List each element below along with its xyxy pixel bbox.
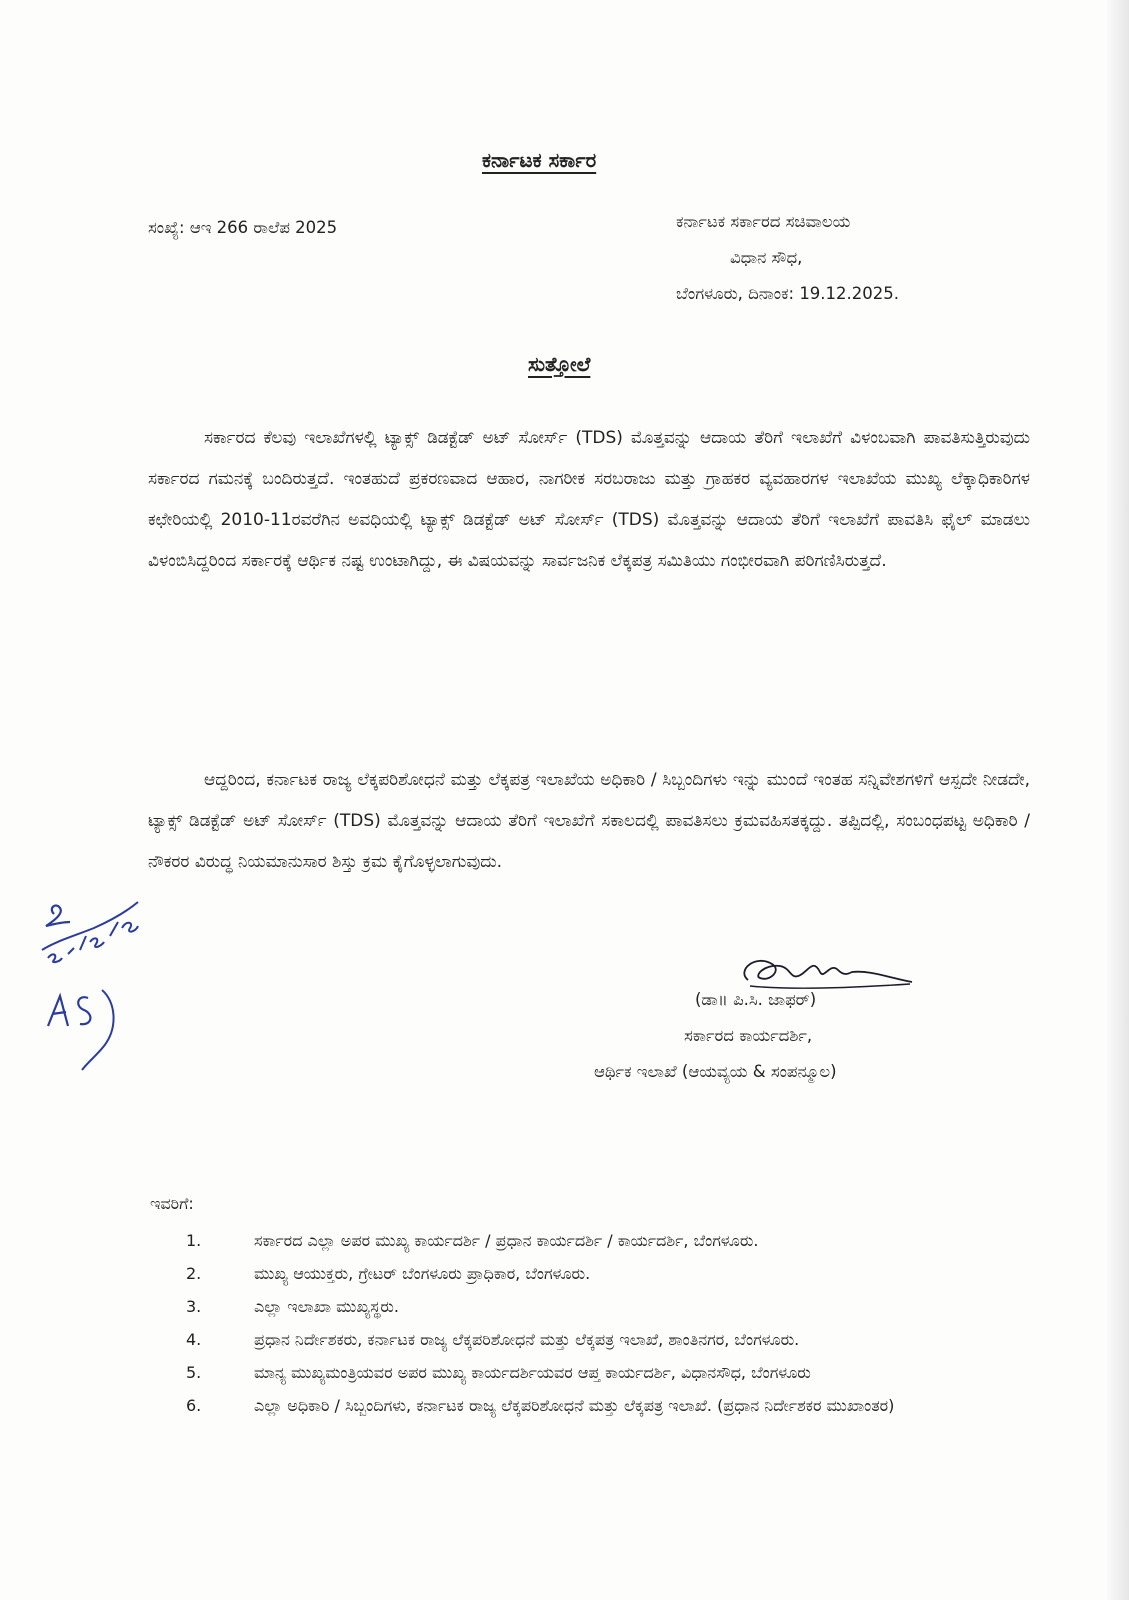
signatory-designation: ಸರ್ಕಾರದ ಕಾರ್ಯದರ್ಶಿ, bbox=[684, 1026, 813, 1045]
signatory-department: ಆರ್ಥಿಕ ಇಲಾಖೆ (ಆಯವ್ಯಯ & ಸಂಪನ್ಮೂಲ) bbox=[594, 1062, 837, 1081]
recipient-text: ಎಲ್ಲಾ ಅಧಿಕಾರಿ / ಸಿಬ್ಬಂದಿಗಳು, ಕರ್ನಾಟಕ ರಾಜ್ಯ ಲೆಕ್ಕಪರಿಶೋಧನೆ ಮತ್ತು ಲೆಕ್ಕಪತ್ರ ಇಲಾಖೆ. (ಪ್ರಧಾನ ನಿರ್ದೇಶಕರ ಮುಖಾಂತರ) bbox=[254, 1396, 895, 1415]
office-line-1: ಕರ್ನಾಟಕ ಸರ್ಕಾರದ ಸಚಿವಾಲಯ bbox=[676, 212, 851, 231]
office-line-2: ವಿಧಾನ ಸೌಧ, bbox=[730, 248, 803, 267]
recipient-number: 6. bbox=[186, 1396, 202, 1415]
recipient-text: ಮಾನ್ಯ ಮುಖ್ಯಮಂತ್ರಿಯವರ ಅಪರ ಮುಖ್ಯ ಕಾರ್ಯದರ್ಶಿಯವರ ಆಪ್ತ ಕಾರ್ಯದರ್ಶಿ, ವಿಧಾನಸೌಧ, ಬೆಂಗಳೂರು bbox=[254, 1363, 811, 1382]
recipient-text: ಪ್ರಧಾನ ನಿರ್ದೇಶಕರು, ಕರ್ನಾಟಕ ರಾಜ್ಯ ಲೆಕ್ಕಪರಿಶೋಧನೆ ಮತ್ತು ಲೆಕ್ಕಪತ್ರ ಇಲಾಖೆ, ಶಾಂತಿನಗರ, ಬೆಂಗಳೂರು. bbox=[254, 1330, 800, 1349]
recipient-number: 5. bbox=[186, 1363, 202, 1382]
recipient-item bbox=[150, 1226, 1030, 1255]
recipient-item bbox=[150, 1325, 1030, 1354]
recipients-list bbox=[150, 1226, 1030, 1420]
page-edge-shadow bbox=[1107, 0, 1129, 1600]
recipient-number: 3. bbox=[186, 1297, 202, 1316]
government-heading: ಕರ್ನಾಟಕ ಸರ್ಕಾರ bbox=[482, 148, 597, 172]
recipient-item bbox=[150, 1259, 1030, 1288]
recipient-item bbox=[150, 1292, 1030, 1321]
recipient-item bbox=[150, 1391, 1030, 1420]
circular-title: ಸುತ್ತೋಲೆ bbox=[528, 352, 591, 376]
recipient-text: ಎಲ್ಲಾ ಇಲಾಖಾ ಮುಖ್ಯಸ್ಥರು. bbox=[254, 1297, 399, 1316]
order-number: ಸಂಖ್ಯೆ: ಆಇ 266 ರಾಲೆಪ 2025 bbox=[148, 218, 338, 237]
handwritten-initials bbox=[40, 982, 130, 1074]
recipients-title: ಇವರಿಗೆ: bbox=[150, 1194, 194, 1213]
recipient-text: ಸರ್ಕಾರದ ಎಲ್ಲಾ ಅಪರ ಮುಖ್ಯ ಕಾರ್ಯದರ್ಶಿ / ಪ್ರಧಾನ ಕಾರ್ಯದರ್ಶಿ / ಕಾರ್ಯದರ್ಶಿ, ಬೆಂಗಳೂರು. bbox=[254, 1231, 759, 1250]
recipients-section bbox=[150, 1194, 1030, 1424]
recipient-text: ಮುಖ್ಯ ಆಯುಕ್ತರು, ಗ್ರೇಟರ್ ಬೆಂಗಳೂರು ಪ್ರಾಧಿಕಾರ, ಬೆಂಗಳೂರು. bbox=[254, 1264, 591, 1283]
recipient-number: 1. bbox=[186, 1231, 202, 1250]
recipient-number: 4. bbox=[186, 1330, 202, 1349]
recipient-number: 2. bbox=[186, 1264, 202, 1283]
body-paragraph-1: ಸರ್ಕಾರದ ಕೆಲವು ಇಲಾಖೆಗಳಲ್ಲಿ ಟ್ಯಾಕ್ಸ್ ಡಿಡಕ್ಟೆಡ್ ಅಟ್ ಸೋರ್ಸ್ (TDS) ಮೊತ್ತವನ್ನು ಆದಾಯ ತೆರಿಗೆ ಇಲಾಖೆಗೆ ವಿಳಂಬವಾಗಿ ಪಾವತಿಸುತ್ತಿರುವುದು ಸರ್ಕಾರದ ಗಮನಕ್ಕೆ ಬಂದಿರುತ್ತದೆ. ಇಂತಹುದೆ ಪ್ರಕರಣವಾದ ಆಹಾರ, ನಾಗರೀಕ ಸರಬರಾಜು ಮತ್ತು ಗ್ರಾಹಕರ ವ್ಯವಹಾರಗಳ ಇಲಾಖೆಯ ಮುಖ್ಯ ಲೆಕ್ಕಾಧಿಕಾರಿಗಳ ಕಛೇರಿಯಲ್ಲಿ 2010-11ರವರೆಗಿನ ಅವಧಿಯಲ್ಲಿ ಟ್ಯಾಕ್ಸ್ ಡಿಡಕ್ಟೆಡ್ ಅಟ್ ಸೋರ್ಸ್ (TDS) ಮೊತ್ತವನ್ನು ಆದಾಯ ತೆರಿಗೆ ಇಲಾಖೆಗೆ ಪಾವತಿಸಿ ಫೈಲ್ ಮಾಡಲು ವಿಳಂಬಿಸಿದ್ದರಿಂದ ಸರ್ಕಾರಕ್ಕೆ ಆರ್ಥಿಕ ನಷ್ಟ ಉಂಟಾಗಿದ್ದು, ಈ ವಿಷಯವನ್ನು ಸಾರ್ವಜನಿಕ ಲೆಕ್ಕಪತ್ರ ಸಮಿತಿಯು ಗಂಭೀರವಾಗಿ ಪರಿಗಣಿಸಿರುತ್ತದೆ. bbox=[148, 428, 1030, 571]
body-paragraph-2: ಆದ್ದರಿಂದ, ಕರ್ನಾಟಕ ರಾಜ್ಯ ಲೆಕ್ಕಪರಿಶೋಧನೆ ಮತ್ತು ಲೆಕ್ಕಪತ್ರ ಇಲಾಖೆಯ ಅಧಿಕಾರಿ / ಸಿಬ್ಬಂದಿಗಳು ಇನ್ನು ಮುಂದೆ ಇಂತಹ ಸನ್ನಿವೇಶಗಳಿಗೆ ಆಸ್ಪದೇ ನೀಡದೇ, ಟ್ಯಾಕ್ಸ್ ಡಿಡಕ್ಟೆಡ್ ಅಟ್ ಸೋರ್ಸ್ (TDS) ಮೊತ್ತವನ್ನು ಆದಾಯ ತೆರಿಗೆ ಇಲಾಖೆಗೆ ಸಕಾಲದಲ್ಲಿ ಪಾವತಿಸಲು ಕ್ರಮವಹಿಸತಕ್ಕದ್ದು. ತಪ್ಪಿದಲ್ಲಿ, ಸಂಬಂಧಪಟ್ಟ ಅಧಿಕಾರಿ / ನೌಕರರ ವಿರುದ್ಧ ನಿಯಮಾನುಸಾರ ಶಿಸ್ತು ಕ್ರಮ ಕೈಗೊಳ್ಳಲಾಗುವುದು. bbox=[148, 770, 1030, 872]
handwritten-date-note bbox=[34, 892, 146, 974]
signatory-name: (ಡಾ॥ ಪಿ.ಸಿ. ಜಾಫರ್) bbox=[695, 990, 817, 1009]
recipient-item bbox=[150, 1358, 1030, 1387]
office-date-line: ಬೆಂಗಳೂರು, ದಿನಾಂಕ: 19.12.2025. bbox=[676, 284, 900, 303]
